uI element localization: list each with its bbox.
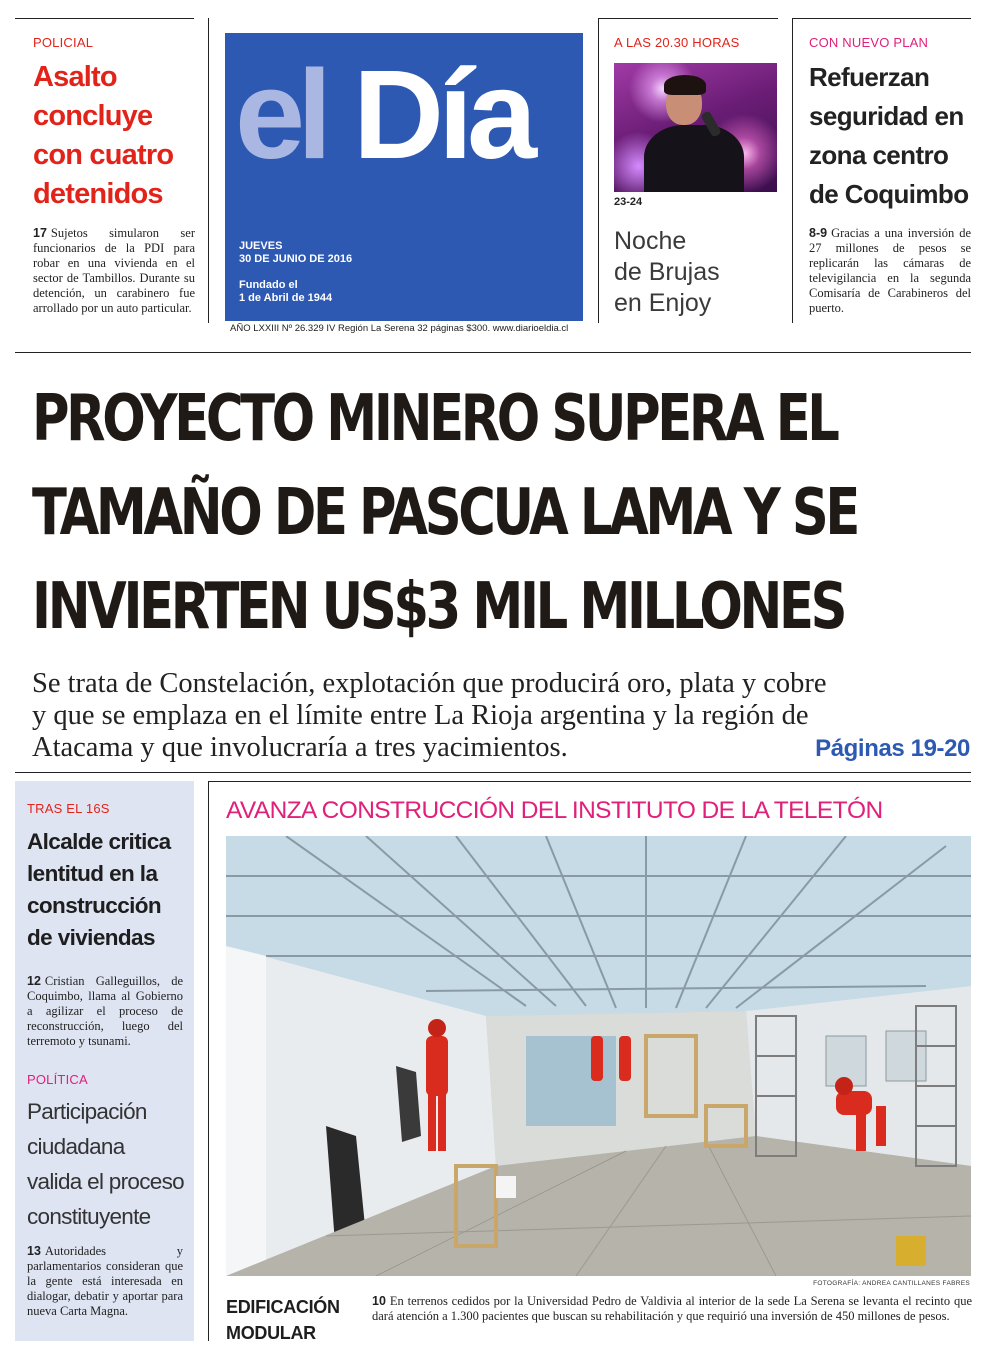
sidebar xyxy=(15,781,194,1341)
headline-line: PROYECTO MINERO SUPERA EL xyxy=(32,382,837,456)
top-rule xyxy=(598,18,778,19)
headline-line: valida el proceso xyxy=(27,1169,184,1194)
refuerzan-story xyxy=(792,18,971,323)
page-number: 13 xyxy=(27,1244,41,1258)
photo-credit: FOTOGRAFÍA: ANDREA CANTILLANES FABRES xyxy=(813,1280,970,1287)
edition-info: AÑO LXXIII Nº 26.329 IV Región La Serena 32 páginas $300. www.diarioeldia.cl xyxy=(230,323,569,334)
brief-text: Sujetos simularon ser funcionarios de la PDI para robar en una vivienda en el sector de Tambillos. Durante su detención, un carabinero fue arrollado por un auto particular. xyxy=(33,226,195,315)
headline-line: Asalto xyxy=(33,61,117,93)
teleton-brief xyxy=(372,1294,972,1324)
main-top-rule xyxy=(15,352,971,353)
title-line: de Brujas xyxy=(614,258,720,286)
headline-line: Alcalde critica xyxy=(27,829,171,854)
sub-line: Atacama y que involucraría a tres yacimientos. xyxy=(32,732,568,763)
headline-line: TAMAÑO DE PASCUA LAMA Y SE xyxy=(32,476,858,550)
alcalde-headline[interactable] xyxy=(27,826,197,954)
edificacion-label xyxy=(226,1294,340,1346)
singer-body xyxy=(644,125,744,192)
participacion-headline[interactable] xyxy=(27,1094,199,1234)
brief-text: En terrenos cedidos por la Universidad Pedro de Valdivia al interior de la sede La Serena se levanta el recinto que dará atención a 1.300 pacientes que buscan su rehabilitación y que requirió una inversión de 450 millones de pesos. xyxy=(372,1294,972,1323)
masthead-founded-date: 1 de Abril de 1944 xyxy=(239,292,333,304)
policial-kicker: POLICIAL xyxy=(33,35,94,50)
headline-line: zona centro xyxy=(809,140,949,170)
headline-line: con cuatro xyxy=(33,139,174,171)
headline-line: Refuerzan xyxy=(809,62,930,92)
title-line: Noche xyxy=(614,227,687,255)
page-number: 12 xyxy=(27,974,41,988)
main-pages-link[interactable]: Páginas 19-20 xyxy=(815,735,970,762)
sub-line: y que se emplaza en el límite entre La Rioja argentina y la región de xyxy=(32,700,809,731)
column-divider xyxy=(208,18,209,323)
sidebar-kicker-2: POLÍTICA xyxy=(27,1072,88,1087)
participacion-brief xyxy=(27,1244,183,1319)
brief-text: Cristian Galleguillos, de Coquimbo, llama al Gobierno a agilizar el proceso de reconstrucción, luego del terremoto y tsunami. xyxy=(27,974,183,1048)
masthead-day: JUEVES xyxy=(239,240,283,252)
headline-line: concluye xyxy=(33,100,153,132)
main-bottom-rule xyxy=(15,772,971,773)
logo-dia: Día xyxy=(353,44,532,185)
headline-line: construcción xyxy=(27,893,162,918)
page-number: 10 xyxy=(372,1294,386,1308)
headline-line: INVIERTEN US$3 MIL MILLONES xyxy=(32,570,845,644)
page-number: 17 xyxy=(33,226,47,240)
headline-line: constituyente xyxy=(27,1204,151,1229)
brujas-pages: 23-24 xyxy=(614,196,643,208)
singer-hair xyxy=(664,75,706,95)
page-number: 8-9 xyxy=(809,226,828,240)
brujas-title[interactable] xyxy=(614,226,720,319)
teleton-headline[interactable]: AVANZA CONSTRUCCIÓN DEL INSTITUTO DE LA TELETÓN xyxy=(226,797,883,824)
headline-line: lentitud en la xyxy=(27,861,158,886)
headline-line: ciudadana xyxy=(27,1134,125,1159)
policial-story xyxy=(15,18,194,323)
construction-scene xyxy=(226,836,971,1276)
sidebar-kicker-1: TRAS EL 16S xyxy=(27,801,110,816)
title-line: en Enjoy xyxy=(614,289,712,317)
brujas-kicker: A LAS 20.30 HORAS xyxy=(614,35,740,50)
headline-line: de viviendas xyxy=(27,925,155,950)
label-line: EDIFICACIÓN xyxy=(226,1297,340,1317)
masthead-logo[interactable] xyxy=(225,33,583,321)
headline-line: Participación xyxy=(27,1099,147,1124)
policial-brief xyxy=(33,226,195,316)
logo-el: el xyxy=(235,44,325,185)
refuerzan-headline[interactable] xyxy=(809,58,984,214)
headline-line: detenidos xyxy=(33,178,163,210)
column-divider xyxy=(208,781,209,1341)
headline-line: de Coquimbo xyxy=(809,179,969,209)
refuerzan-brief xyxy=(809,226,971,316)
masthead-founded: Fundado el xyxy=(239,279,298,291)
masthead-date: 30 DE JUNIO DE 2016 xyxy=(239,253,353,265)
refuerzan-kicker: CON NUEVO PLAN xyxy=(809,35,929,50)
teleton-construction-photo[interactable] xyxy=(226,836,971,1276)
alcalde-brief xyxy=(27,974,183,1049)
singer-photo[interactable] xyxy=(614,63,777,192)
top-rule xyxy=(15,18,194,19)
brief-text: Gracias a una inversión de 27 millones de pesos se replicarán las cámaras de televigilancia en la segunda Comisaría de Carabineros del puerto. xyxy=(809,226,971,315)
headline-line: seguridad en xyxy=(809,101,964,131)
policial-headline[interactable] xyxy=(33,58,203,214)
top-rule xyxy=(792,18,971,19)
main-headline[interactable] xyxy=(32,372,976,654)
sub-line: Se trata de Constelación, explotación que producirá oro, plata y cobre xyxy=(32,668,827,699)
brief-text: Autoridades y parlamentarios consideran que la gente está interesada en dialogar, debatir y aportar para nueva Carta Magna. xyxy=(27,1244,183,1318)
teleton-top-rule xyxy=(208,781,971,782)
label-line: MODULAR xyxy=(226,1323,316,1343)
